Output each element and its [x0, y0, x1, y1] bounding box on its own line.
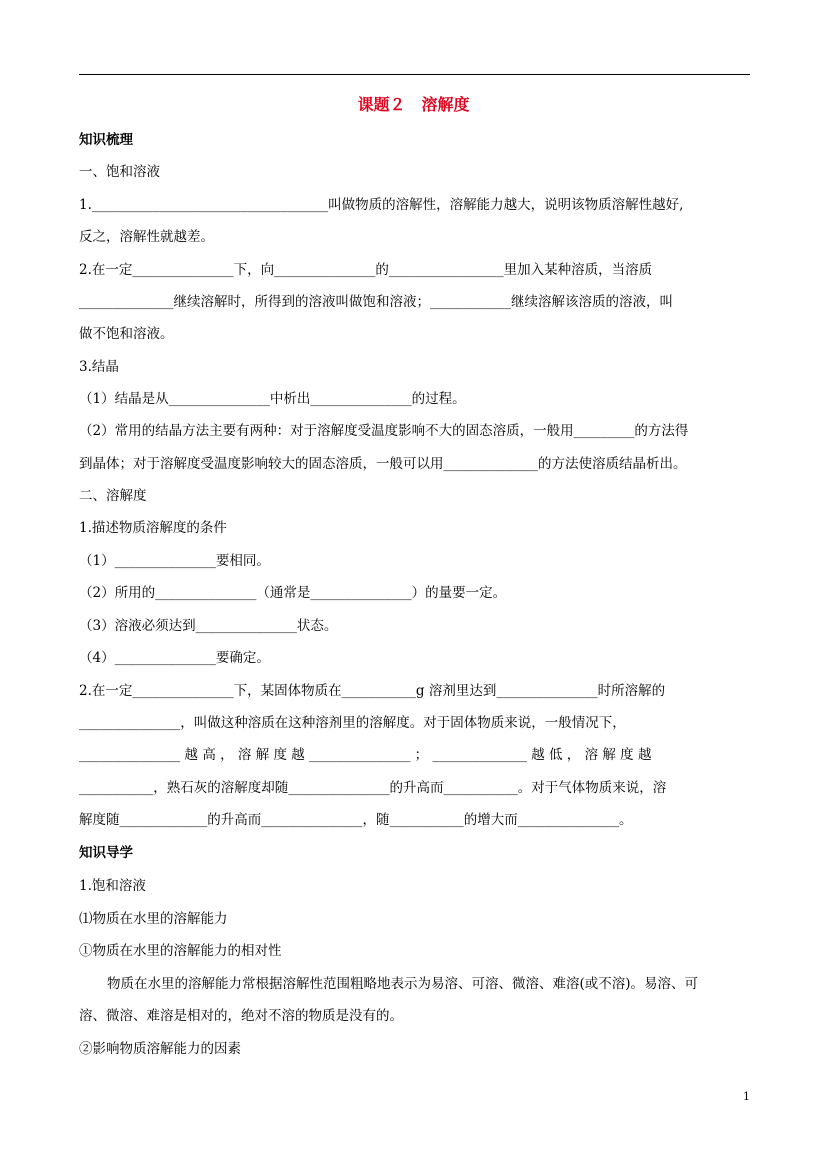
paragraph-line: _______________ 越 高 ， 溶 解 度 越 _______________ ； ______________ 越 低 ， 溶 解 度 越: [79, 747, 652, 763]
section-heading-knowledge: 知识梳理: [79, 132, 133, 148]
paragraph-line: _______________，叫做这种溶质在这种溶剂里的溶解度。对于固体物质来说，一般情况下，: [79, 715, 626, 731]
paragraph-line: 2.在一定_______________下，向_______________的_________________里加入某种溶质，当溶质: [79, 262, 653, 278]
paragraph-line: 解度随_____________的升高而_______________，随___________的增大而_______________。: [79, 812, 633, 828]
paragraph-line: 溶、微溶、难溶是相对的，绝对不溶的物质是没有的。: [79, 1008, 403, 1024]
subsection-solubility: 二、溶解度: [79, 488, 147, 504]
item-heading: 3.结晶: [79, 359, 119, 375]
page-number: 1: [743, 1090, 750, 1103]
paragraph-line: （2）常用的结晶方法主要有两种：对于溶解度受温度影响不大的固态溶质，一般用_________的方法得: [79, 423, 689, 439]
item-heading: ②影响物质溶解能力的因素: [79, 1041, 241, 1057]
item-heading: ①物质在水里的溶解能力的相对性: [79, 943, 282, 959]
item-heading: 1.饱和溶液: [79, 878, 146, 894]
paragraph-line: 做不饱和溶液。: [79, 326, 174, 342]
paragraph-line: （2）所用的_______________（通常是_______________）的量要一定。: [79, 585, 507, 601]
item-heading: 1.描述物质溶解度的条件: [79, 520, 227, 536]
paragraph-line: （1）_______________要相同。: [79, 553, 270, 569]
item-heading: ⑴物质在水里的溶解能力: [79, 911, 228, 927]
paragraph-line: 到晶体；对于溶解度受温度影响较大的固态溶质，一般可以用______________的方法使溶质结晶析出。: [79, 456, 687, 472]
paragraph-line: 1.___________________________________叫做物质的溶解性，溶解能力越大，说明该物质溶解性越好,: [79, 197, 684, 213]
paragraph-line: 2.在一定_______________下，某固体物质在___________g 溶剂里达到_______________时所溶解的: [79, 683, 666, 699]
paragraph-line: 反之，溶解性就越差。: [79, 229, 214, 245]
page-title: 课题２ 溶解度: [357, 95, 470, 114]
paragraph-line: ___________，熟石灰的溶解度却随_______________的升高而___________。对于气体物质来说，溶: [79, 780, 667, 796]
header-rule: [79, 74, 750, 75]
paragraph-line: （3）溶液必须达到_______________状态。: [79, 618, 338, 634]
subsection-saturated-solution: 一、饱和溶液: [79, 164, 160, 180]
paragraph-line: （4）_______________要确定。: [79, 650, 270, 666]
paragraph-line: 物质在水里的溶解能力常根据溶解性范围粗略地表示为易溶、可溶、微溶、难溶(或不溶)。易溶、可: [107, 976, 699, 992]
paragraph-line: ______________继续溶解时，所得到的溶液叫做饱和溶液；____________继续溶解该溶质的溶液，叫: [79, 294, 673, 310]
paragraph-line: （1）结晶是从_______________中析出_______________的过程。: [79, 391, 466, 407]
section-heading-guide: 知识导学: [79, 845, 133, 861]
